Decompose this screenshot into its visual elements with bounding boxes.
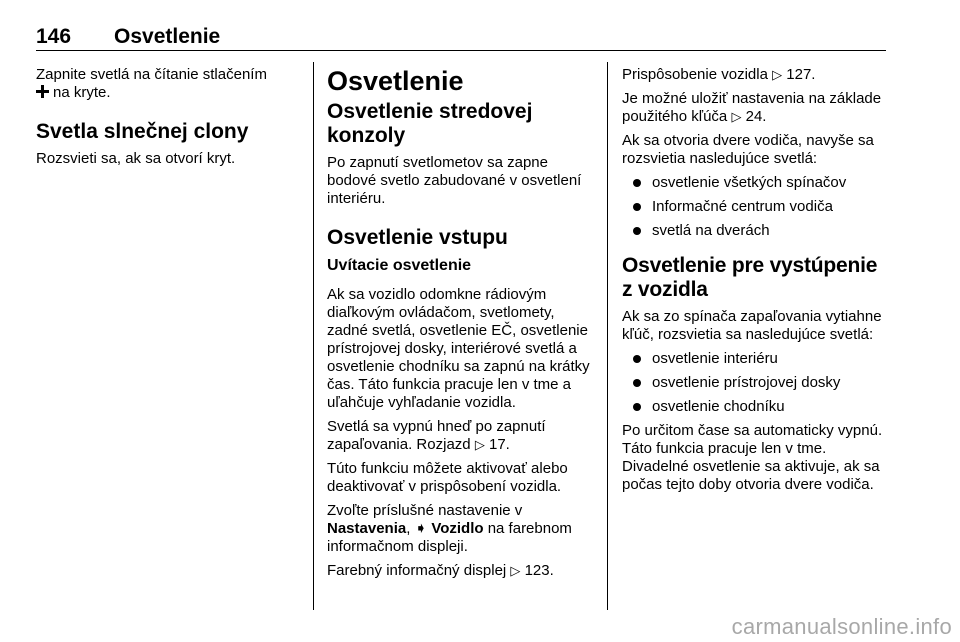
entry-heading: Osvetlenie vstupu [327,226,508,249]
sunvisor-heading: Svetla slnečnej clony [36,120,249,143]
column-1 [36,66,302,174]
watermark: carmanualsonline.info [731,614,952,639]
page-header [36,25,886,51]
save-text: Je možné uložiť nastavenia na základe použitého kľúča ▷ 24. [622,90,882,125]
page-number: 146 [36,25,72,48]
exit-heading: Osvetlenie pre vystúpenie z vozidla [622,254,878,301]
column-3 [622,66,888,500]
column-divider-2 [607,62,608,610]
door-text: Ak sa otvoria dvere vodiča, navyše sa rozsvietia nasledujúce svetlá: [622,132,874,167]
list-item: svetlá na dverách [622,222,888,240]
toggle-text: Túto funkciu môžete aktivovať alebo deaktivovať v prispôsobení vozidla. [327,460,568,495]
exit-text: Ak sa zo spínača zapaľovania vytiahne kľúč, rozsvietia sa nasledujúce svetlá: [622,308,882,343]
vehicle-label: Vozidlo [431,520,484,537]
door-lights-list [622,174,888,240]
welcome-text: Ak sa vozidlo odomkne rádiovým diaľkovým ovládačom, svetlomety, zadné svetlá, osvetlenie EČ, osvetlenie prístrojovej dosky, interiérové svetlá a osvetlenie chodníku sa zapnú na krátky čas. Táto funkcia pracuje len v tme a uľahčuje vyhľadanie vozidla. [327,286,590,411]
custom-text: Prispôsobenie vozidla ▷ 127. [622,66,816,83]
list-item: Informačné centrum vodiča [622,198,888,216]
exit-lights-list [622,350,888,416]
reading-lights-paragraph: Zapnite svetlá na čítanie stlačením na kryte. [36,66,267,101]
reference-arrow-icon: ▷ [510,563,521,578]
menu-arrow-icon: ➧ [414,520,428,537]
off-text: Svetlá sa vypnú hneď po zapnutí zapaľovania. Rozjazd ▷ 17. [327,418,546,453]
settings-label: Nastavenia [327,520,407,537]
console-heading: Osvetlenie stredovej konzoly [327,100,533,147]
display-text: Farebný informačný displej ▷ 123. [327,562,554,579]
list-item: osvetlenie prístrojovej dosky [622,374,888,392]
main-heading: Osvetlenie [327,66,464,96]
list-item: osvetlenie všetkých spínačov [622,174,888,192]
section-title: Osvetlenie [114,25,221,48]
select-text: Zvoľte príslušné nastavenie v Nastavenia, ➧ Vozidlo na farebnom informačnom displeji. [327,502,572,555]
list-item: osvetlenie interiéru [622,350,888,368]
sunvisor-text: Rozsvieti sa, ak sa otvorí kryt. [36,150,236,167]
column-2 [327,66,593,586]
welcome-heading: Uvítacie osvetlenie [327,257,472,274]
console-text: Po zapnutí svetlometov sa zapne bodové svetlo zabudované v osvetlení interiéru. [327,154,582,207]
reference-arrow-icon: ▷ [731,109,742,124]
reference-arrow-icon: ▷ [474,437,485,452]
header-rule [36,50,886,51]
plus-icon [36,85,49,98]
reference-arrow-icon: ▷ [772,67,783,82]
column-divider-1 [313,62,314,610]
list-item: osvetlenie chodníku [622,398,888,416]
auto-off-text: Po určitom čase sa automaticky vypnú. Táto funkcia pracuje len v tme. Divadelné osvetlenie sa aktivuje, ak sa počas tejto doby otvoria dvere vodiča. [622,422,883,493]
